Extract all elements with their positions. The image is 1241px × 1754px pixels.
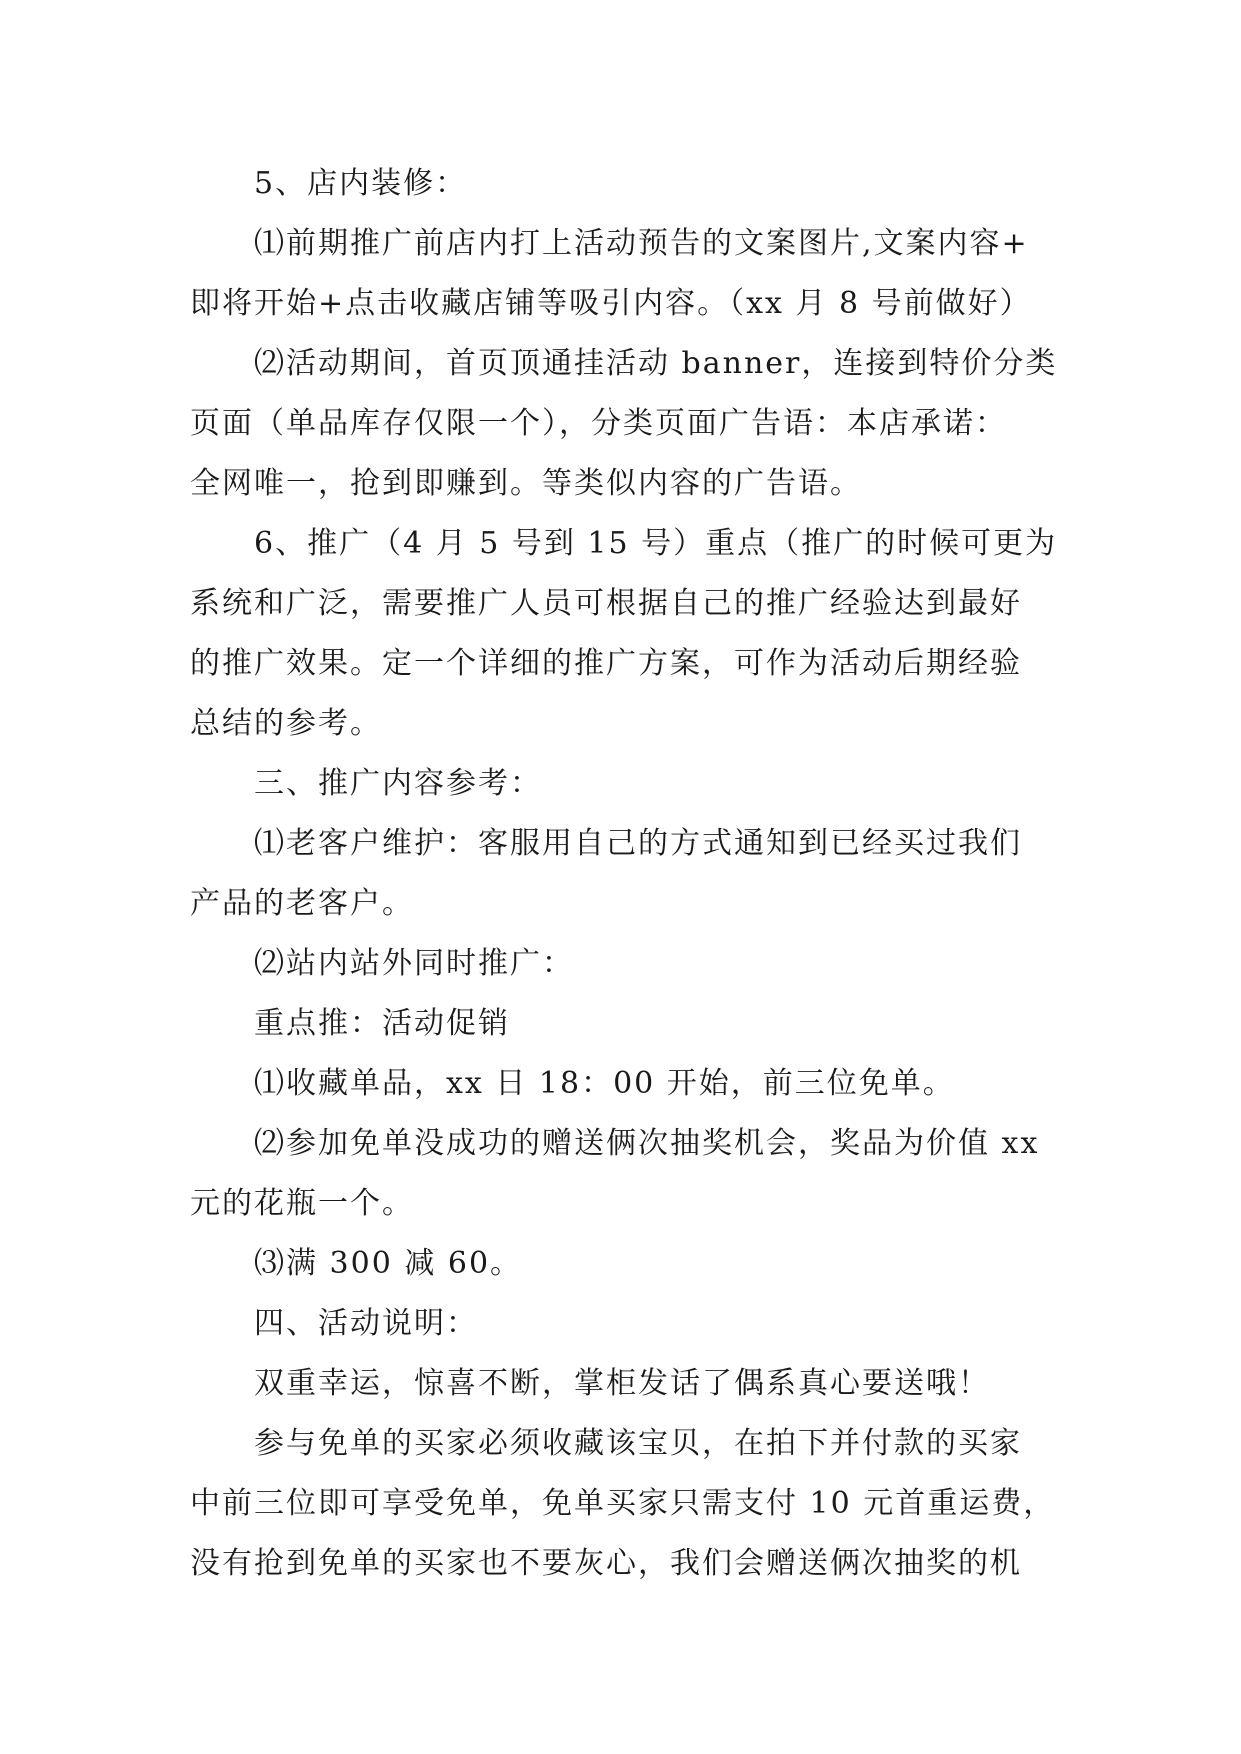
paragraph-line: ⑴前期推广前店内打上活动预告的文案图片,文案内容+: [254, 226, 1029, 261]
paragraph-line: 全网唯一，抢到即赚到。等类似内容的广告语。: [190, 466, 862, 501]
paragraph-line: 页面（单品库存仅限一个），分类页面广告语：本店承诺：: [190, 406, 1007, 441]
paragraph-line: 参与免单的买家必须收藏该宝贝，在拍下并付款的买家: [254, 1426, 1022, 1461]
paragraph-line: ⑴收藏单品，xx 日 18：00 开始，前三位免单。: [254, 1066, 955, 1101]
paragraph-line: ⑴老客户维护：客服用自己的方式通知到已经买过我们: [254, 826, 1022, 861]
paragraph-line: 重点推：活动促销: [254, 1006, 510, 1041]
paragraph-line: 没有抢到免单的买家也不要灰心，我们会赠送俩次抽奖的机: [190, 1546, 1022, 1581]
paragraph-line: ⑵活动期间，首页顶通挂活动 banner，连接到特价分类: [254, 346, 1058, 381]
paragraph-line: 即将开始+点击收藏店铺等吸引内容。（xx 月 8 号前做好）: [190, 286, 1032, 321]
paragraph-line: 系统和广泛，需要推广人员可根据自己的推广经验达到最好: [190, 586, 1022, 621]
paragraph-line: 的推广效果。定一个详细的推广方案，可作为活动后期经验: [190, 646, 1022, 681]
paragraph-line: 产品的老客户。: [190, 886, 414, 921]
section-heading-promotion-reference: 三、推广内容参考：: [254, 766, 542, 801]
section-heading-activity-description: 四、活动说明：: [254, 1306, 478, 1341]
paragraph-line: 中前三位即可享受免单，免单买家只需支付 10 元首重运费，: [190, 1486, 1056, 1521]
paragraph-line: 双重幸运，惊喜不断，掌柜发话了偶系真心要送哦！: [254, 1366, 990, 1401]
paragraph-line: 6、推广（4 月 5 号到 15 号）重点（推广的时候可更为: [254, 526, 1058, 561]
paragraph-line: ⑵参加免单没成功的赠送俩次抽奖机会，奖品为价值 xx: [254, 1126, 1040, 1161]
paragraph-line: 总结的参考。: [190, 706, 382, 741]
section-heading-store-decoration: 5、店内装修：: [254, 166, 468, 201]
paragraph-line: ⑵站内站外同时推广：: [254, 946, 574, 981]
paragraph-line: ⑶满 300 减 60。: [254, 1246, 523, 1281]
document-body: [190, 154, 1058, 1594]
paragraph-line: 元的花瓶一个。: [190, 1186, 414, 1221]
